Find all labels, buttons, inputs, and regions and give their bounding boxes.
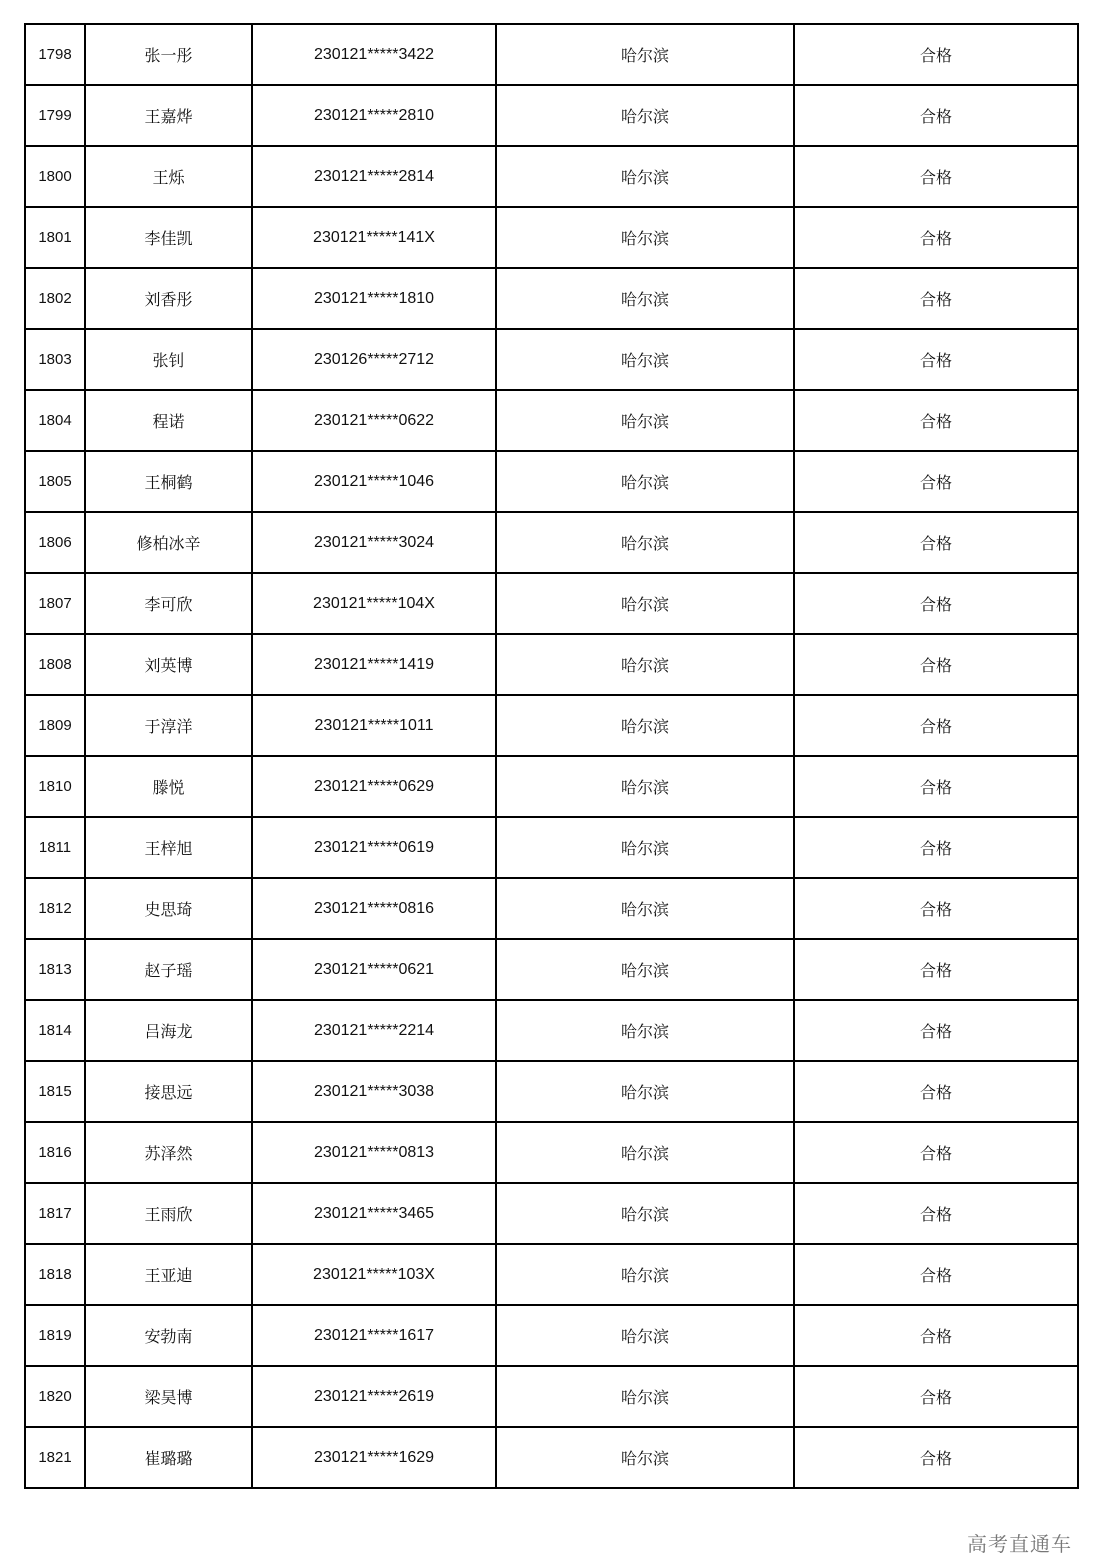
cell-city: 哈尔滨 [496, 268, 794, 329]
table-row [25, 1061, 1078, 1122]
cell-id-number: 230121*****0622 [252, 390, 496, 451]
cell-number: 1805 [25, 451, 85, 512]
cell-id-number: 230121*****1629 [252, 1427, 496, 1488]
table-row [25, 268, 1078, 329]
cell-number: 1813 [25, 939, 85, 1000]
cell-number: 1816 [25, 1122, 85, 1183]
results-table [24, 23, 1079, 1489]
cell-number: 1818 [25, 1244, 85, 1305]
table-row [25, 695, 1078, 756]
cell-name: 吕海龙 [85, 1000, 252, 1061]
cell-id-number: 230121*****3038 [252, 1061, 496, 1122]
cell-city: 哈尔滨 [496, 695, 794, 756]
cell-id-number: 230121*****2814 [252, 146, 496, 207]
table-row [25, 207, 1078, 268]
table-row [25, 817, 1078, 878]
cell-id-number: 230121*****1419 [252, 634, 496, 695]
cell-number: 1807 [25, 573, 85, 634]
cell-number: 1798 [25, 24, 85, 85]
cell-id-number: 230121*****0619 [252, 817, 496, 878]
cell-status: 合格 [794, 451, 1078, 512]
table-row [25, 1000, 1078, 1061]
cell-status: 合格 [794, 939, 1078, 1000]
cell-name: 史思琦 [85, 878, 252, 939]
cell-number: 1817 [25, 1183, 85, 1244]
cell-status: 合格 [794, 878, 1078, 939]
cell-name: 苏泽然 [85, 1122, 252, 1183]
table-row [25, 390, 1078, 451]
table-row [25, 1305, 1078, 1366]
cell-number: 1802 [25, 268, 85, 329]
cell-number: 1814 [25, 1000, 85, 1061]
cell-name: 刘英博 [85, 634, 252, 695]
cell-id-number: 230121*****3422 [252, 24, 496, 85]
cell-city: 哈尔滨 [496, 1366, 794, 1427]
cell-city: 哈尔滨 [496, 24, 794, 85]
table-row [25, 939, 1078, 1000]
cell-status: 合格 [794, 756, 1078, 817]
cell-status: 合格 [794, 1183, 1078, 1244]
cell-number: 1820 [25, 1366, 85, 1427]
cell-name: 赵子瑶 [85, 939, 252, 1000]
cell-city: 哈尔滨 [496, 512, 794, 573]
cell-name: 刘香彤 [85, 268, 252, 329]
table-row [25, 24, 1078, 85]
cell-id-number: 230121*****3024 [252, 512, 496, 573]
cell-name: 张一彤 [85, 24, 252, 85]
table-row [25, 1183, 1078, 1244]
cell-name: 于淳洋 [85, 695, 252, 756]
cell-id-number: 230121*****104X [252, 573, 496, 634]
cell-id-number: 230121*****2214 [252, 1000, 496, 1061]
cell-name: 滕悦 [85, 756, 252, 817]
cell-number: 1811 [25, 817, 85, 878]
cell-city: 哈尔滨 [496, 1122, 794, 1183]
cell-number: 1812 [25, 878, 85, 939]
cell-id-number: 230121*****1011 [252, 695, 496, 756]
cell-name: 安勃南 [85, 1305, 252, 1366]
cell-city: 哈尔滨 [496, 817, 794, 878]
cell-name: 李佳凯 [85, 207, 252, 268]
cell-name: 李可欣 [85, 573, 252, 634]
cell-status: 合格 [794, 268, 1078, 329]
watermark-text: 高考直通车 [967, 1532, 1072, 1556]
table-body [25, 24, 1078, 1488]
table-row [25, 1244, 1078, 1305]
cell-city: 哈尔滨 [496, 634, 794, 695]
cell-number: 1808 [25, 634, 85, 695]
cell-id-number: 230121*****0621 [252, 939, 496, 1000]
cell-id-number: 230121*****1046 [252, 451, 496, 512]
cell-id-number: 230121*****2810 [252, 85, 496, 146]
cell-city: 哈尔滨 [496, 1183, 794, 1244]
cell-city: 哈尔滨 [496, 1305, 794, 1366]
cell-number: 1809 [25, 695, 85, 756]
cell-status: 合格 [794, 1000, 1078, 1061]
cell-name: 王烁 [85, 146, 252, 207]
table-row [25, 1366, 1078, 1427]
cell-number: 1804 [25, 390, 85, 451]
cell-id-number: 230121*****141X [252, 207, 496, 268]
cell-status: 合格 [794, 1061, 1078, 1122]
table-row [25, 512, 1078, 573]
cell-city: 哈尔滨 [496, 1244, 794, 1305]
cell-city: 哈尔滨 [496, 451, 794, 512]
cell-id-number: 230121*****1617 [252, 1305, 496, 1366]
cell-number: 1799 [25, 85, 85, 146]
cell-name: 王雨欣 [85, 1183, 252, 1244]
table-row [25, 634, 1078, 695]
cell-city: 哈尔滨 [496, 329, 794, 390]
cell-number: 1819 [25, 1305, 85, 1366]
cell-name: 王亚迪 [85, 1244, 252, 1305]
cell-id-number: 230121*****3465 [252, 1183, 496, 1244]
cell-number: 1803 [25, 329, 85, 390]
cell-status: 合格 [794, 329, 1078, 390]
table-row [25, 329, 1078, 390]
cell-name: 接思远 [85, 1061, 252, 1122]
cell-status: 合格 [794, 1366, 1078, 1427]
cell-status: 合格 [794, 695, 1078, 756]
table-row [25, 1427, 1078, 1488]
cell-number: 1815 [25, 1061, 85, 1122]
table-row [25, 1122, 1078, 1183]
cell-city: 哈尔滨 [496, 878, 794, 939]
cell-name: 程诺 [85, 390, 252, 451]
cell-status: 合格 [794, 1122, 1078, 1183]
cell-status: 合格 [794, 207, 1078, 268]
cell-status: 合格 [794, 634, 1078, 695]
cell-status: 合格 [794, 85, 1078, 146]
cell-status: 合格 [794, 1305, 1078, 1366]
table-row [25, 878, 1078, 939]
cell-name: 崔璐璐 [85, 1427, 252, 1488]
cell-city: 哈尔滨 [496, 146, 794, 207]
cell-name: 王嘉烨 [85, 85, 252, 146]
cell-status: 合格 [794, 390, 1078, 451]
table-row [25, 146, 1078, 207]
cell-city: 哈尔滨 [496, 573, 794, 634]
cell-id-number: 230121*****1810 [252, 268, 496, 329]
cell-name: 梁昊博 [85, 1366, 252, 1427]
cell-city: 哈尔滨 [496, 1427, 794, 1488]
cell-city: 哈尔滨 [496, 390, 794, 451]
cell-city: 哈尔滨 [496, 207, 794, 268]
cell-name: 王梓旭 [85, 817, 252, 878]
cell-id-number: 230121*****103X [252, 1244, 496, 1305]
cell-status: 合格 [794, 1244, 1078, 1305]
cell-city: 哈尔滨 [496, 756, 794, 817]
cell-name: 王桐鹤 [85, 451, 252, 512]
table-row [25, 85, 1078, 146]
cell-city: 哈尔滨 [496, 1000, 794, 1061]
cell-city: 哈尔滨 [496, 85, 794, 146]
cell-status: 合格 [794, 573, 1078, 634]
cell-number: 1821 [25, 1427, 85, 1488]
cell-status: 合格 [794, 146, 1078, 207]
cell-number: 1801 [25, 207, 85, 268]
cell-status: 合格 [794, 24, 1078, 85]
cell-status: 合格 [794, 817, 1078, 878]
table-row [25, 451, 1078, 512]
cell-id-number: 230121*****0629 [252, 756, 496, 817]
table-row [25, 573, 1078, 634]
cell-number: 1800 [25, 146, 85, 207]
cell-status: 合格 [794, 1427, 1078, 1488]
cell-status: 合格 [794, 512, 1078, 573]
cell-name: 修柏冰辛 [85, 512, 252, 573]
cell-id-number: 230121*****0813 [252, 1122, 496, 1183]
cell-id-number: 230121*****0816 [252, 878, 496, 939]
cell-number: 1810 [25, 756, 85, 817]
cell-name: 张钊 [85, 329, 252, 390]
cell-number: 1806 [25, 512, 85, 573]
cell-id-number: 230121*****2619 [252, 1366, 496, 1427]
cell-id-number: 230126*****2712 [252, 329, 496, 390]
cell-city: 哈尔滨 [496, 939, 794, 1000]
cell-city: 哈尔滨 [496, 1061, 794, 1122]
table-row [25, 756, 1078, 817]
